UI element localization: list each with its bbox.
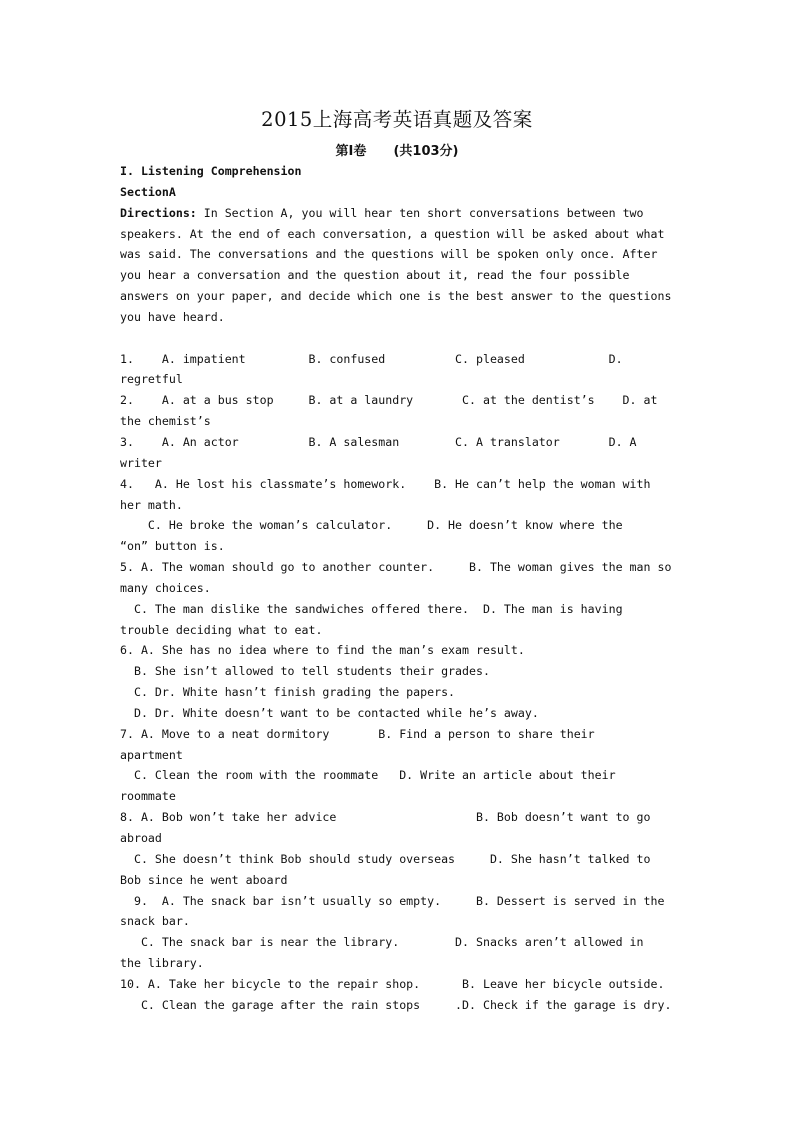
question-line: abroad	[120, 831, 162, 845]
question-line: Bob since he went aboard	[120, 872, 288, 887]
question-line: C. Clean the room with the roommate D. Write an article about their	[120, 768, 616, 783]
section-label: SectionA	[120, 184, 176, 199]
question-line: her math.	[120, 497, 183, 512]
question-line: C. Clean the garage after the rain stops .D. Check if the garage is dry.	[120, 997, 672, 1012]
directions-line: speakers. At the end of each conversation, a question will be asked about what	[120, 226, 665, 241]
question-line: writer	[120, 455, 162, 470]
question-line: trouble deciding what to eat.	[120, 622, 323, 637]
spacer	[120, 328, 680, 349]
question-line: 4. A. He lost his classmate’s homework. B. He can’t help the woman with	[120, 476, 651, 491]
question-line: B. She isn’t allowed to tell students their grades.	[120, 664, 490, 679]
directions-label: Directions:	[120, 205, 197, 220]
directions-first-line	[120, 203, 680, 224]
question-line: regretful	[120, 372, 183, 387]
question-line: 9. A. The snack bar isn’t usually so empty. B. Dessert is served in the	[120, 893, 665, 908]
directions-line: was said. The conversations and the questions will be spoken only once. After	[120, 247, 658, 262]
question-line: C. The snack bar is near the library. D. Snacks aren’t allowed in	[120, 935, 644, 950]
directions-line: you hear a conversation and the question about it, read the four possible	[120, 268, 630, 283]
question-line: 5. A. The woman should go to another counter. B. The woman gives the man so	[120, 560, 672, 575]
document-body	[120, 161, 680, 1016]
question-line: 10. A. Take her bicycle to the repair shop. B. Leave her bicycle outside.	[120, 976, 665, 991]
question-line: many choices.	[120, 580, 211, 595]
question-line: 6. A. She has no idea where to find the man’s exam result.	[120, 643, 525, 658]
question-line: C. She doesn’t think Bob should study overseas D. She hasn’t talked to	[120, 851, 651, 866]
question-line: apartment	[120, 747, 183, 762]
question-line: C. Dr. White hasn’t finish grading the papers.	[120, 685, 456, 700]
question-line: C. He broke the woman’s calculator. D. He doesn’t know where the	[120, 518, 623, 533]
question-line: 7. A. Move to a neat dormitory B. Find a person to share their	[120, 726, 595, 741]
question-line: “on” button is.	[120, 539, 225, 554]
question-line: 8. A. Bob won’t take her advice B. Bob doesn’t want to go	[120, 810, 651, 825]
question-line: snack bar.	[120, 914, 190, 929]
directions-text: In Section A, you will hear ten short conversations between two	[196, 205, 644, 220]
question-line: roommate	[120, 789, 176, 804]
section-heading: I. Listening Comprehension	[120, 164, 302, 178]
document-title: 2015上海高考英语真题及答案	[261, 108, 533, 131]
question-line: the chemist’s	[120, 414, 211, 429]
directions-line: answers on your paper, and decide which one is the best answer to the questions	[120, 289, 672, 304]
question-line: 3. A. An actor B. A salesman C. A translator D. A	[120, 434, 637, 449]
question-line: 1. A. impatient B. confused C. pleased D.	[120, 351, 623, 366]
directions-line: you have heard.	[120, 309, 225, 324]
paper-subtitle: 第Ⅰ卷 (共103分)	[335, 144, 459, 159]
question-line: D. Dr. White doesn’t want to be contacted while he’s away.	[120, 705, 539, 720]
question-line: 2. A. at a bus stop B. at a laundry C. at the dentist’s D. at	[120, 393, 658, 408]
question-line: C. The man dislike the sandwiches offered there. D. The man is having	[120, 601, 623, 616]
question-line: the library.	[120, 956, 204, 971]
